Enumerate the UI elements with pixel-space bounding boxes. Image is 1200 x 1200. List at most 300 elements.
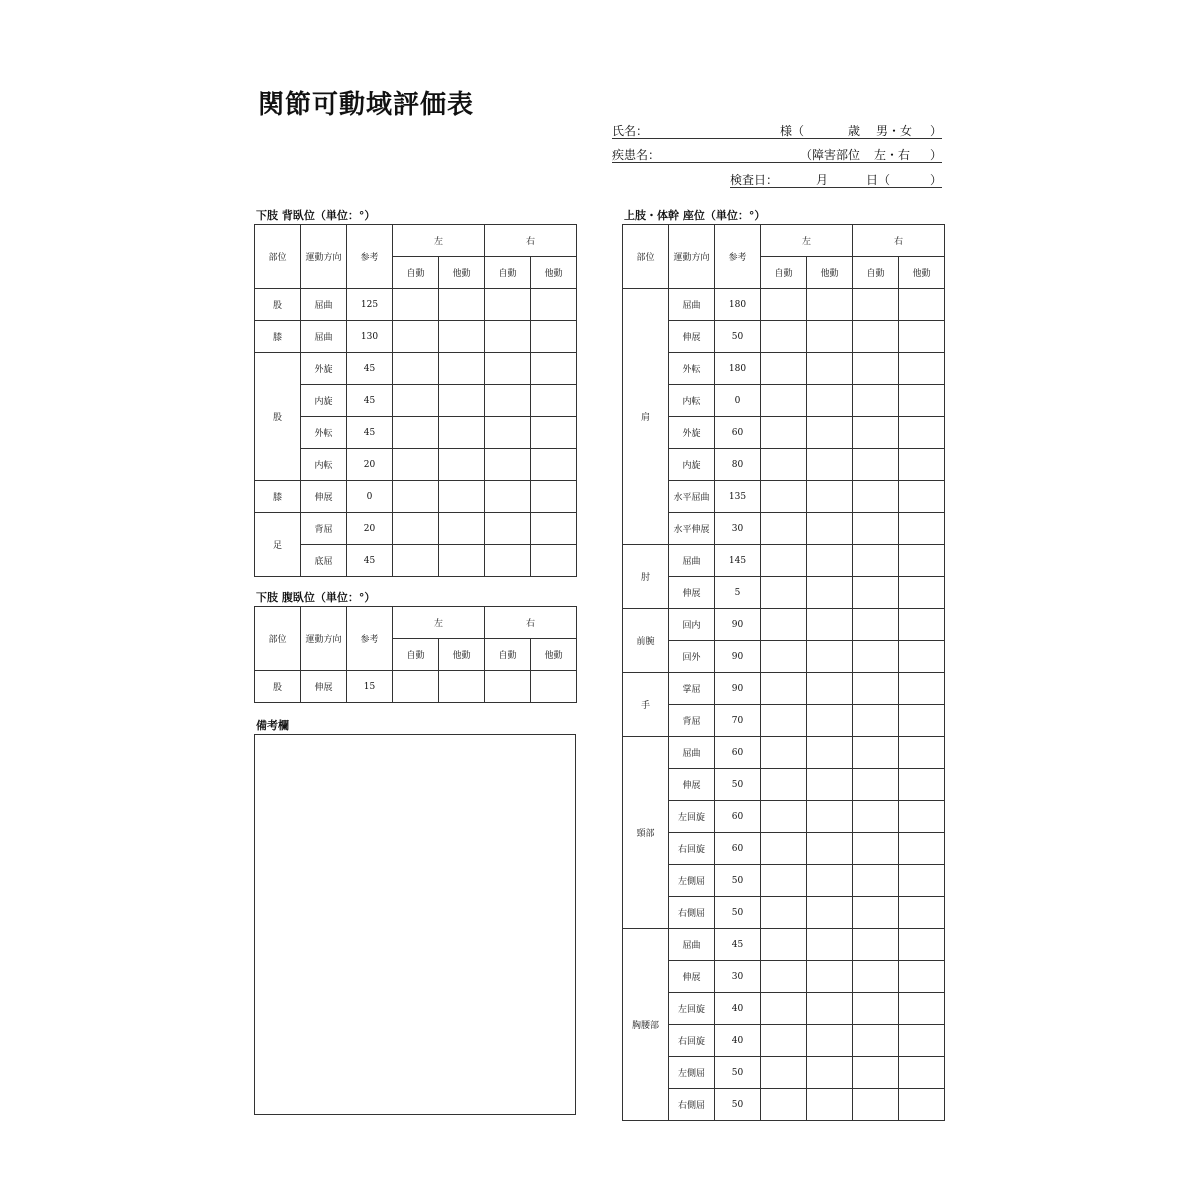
part-cell: 肩 bbox=[623, 289, 669, 545]
right-passive-input[interactable] bbox=[531, 513, 577, 545]
left-active-input[interactable] bbox=[393, 353, 439, 385]
left-passive-input[interactable] bbox=[807, 385, 853, 417]
reference-value: 45 bbox=[347, 385, 393, 417]
table-row bbox=[255, 385, 577, 417]
left-active-input[interactable] bbox=[761, 897, 807, 929]
left-passive-input[interactable] bbox=[439, 353, 485, 385]
reference-value: 60 bbox=[715, 833, 761, 865]
right-passive-input[interactable] bbox=[531, 289, 577, 321]
motion-cell: 水平屈曲 bbox=[669, 481, 715, 513]
header-motion: 運動方向 bbox=[669, 225, 715, 289]
left-active-input[interactable] bbox=[393, 385, 439, 417]
table-row bbox=[623, 385, 945, 417]
left-active-input[interactable] bbox=[393, 449, 439, 481]
paren-close: ） bbox=[930, 148, 943, 162]
left-active-input[interactable] bbox=[761, 1025, 807, 1057]
right-active-input[interactable] bbox=[853, 1089, 899, 1121]
left-active-input[interactable] bbox=[761, 353, 807, 385]
table-row bbox=[623, 993, 945, 1025]
right-active-input[interactable] bbox=[853, 609, 899, 641]
right-passive-input[interactable] bbox=[899, 929, 945, 961]
header-right-active: 自動 bbox=[485, 257, 531, 289]
right-active-input[interactable] bbox=[853, 449, 899, 481]
reference-value: 0 bbox=[347, 481, 393, 513]
reference-value: 45 bbox=[715, 929, 761, 961]
disease-field[interactable] bbox=[612, 146, 942, 163]
left-passive-input[interactable] bbox=[807, 641, 853, 673]
reference-value: 90 bbox=[715, 641, 761, 673]
left-passive-input[interactable] bbox=[807, 737, 853, 769]
reference-value: 90 bbox=[715, 673, 761, 705]
left-passive-input[interactable] bbox=[807, 449, 853, 481]
header-left-passive: 他動 bbox=[439, 639, 485, 671]
table-row bbox=[255, 449, 577, 481]
right-passive-input[interactable] bbox=[899, 705, 945, 737]
left-passive-input[interactable] bbox=[439, 545, 485, 577]
part-cell: 頸部 bbox=[623, 737, 669, 929]
motion-cell: 右回旋 bbox=[669, 1025, 715, 1057]
motion-cell: 外旋 bbox=[301, 353, 347, 385]
motion-cell: 底屈 bbox=[301, 545, 347, 577]
right-passive-input[interactable] bbox=[899, 481, 945, 513]
left-active-input[interactable] bbox=[761, 833, 807, 865]
left-passive-input[interactable] bbox=[807, 833, 853, 865]
left-passive-input[interactable] bbox=[807, 1057, 853, 1089]
reference-value: 50 bbox=[715, 1089, 761, 1121]
table-row bbox=[623, 897, 945, 929]
header-motion: 運動方向 bbox=[301, 225, 347, 289]
left-active-input[interactable] bbox=[761, 289, 807, 321]
header-right: 右 bbox=[485, 225, 577, 257]
left-passive-input[interactable] bbox=[439, 513, 485, 545]
header-ref: 参考 bbox=[347, 607, 393, 671]
right-passive-input[interactable] bbox=[899, 833, 945, 865]
name-field[interactable] bbox=[612, 122, 942, 139]
left-active-input[interactable] bbox=[761, 737, 807, 769]
reference-value: 50 bbox=[715, 1057, 761, 1089]
header-left: 左 bbox=[761, 225, 853, 257]
table-row bbox=[623, 417, 945, 449]
left-active-input[interactable] bbox=[761, 545, 807, 577]
table-row bbox=[623, 1025, 945, 1057]
left-passive-input[interactable] bbox=[439, 417, 485, 449]
left-active-input[interactable] bbox=[761, 481, 807, 513]
reference-value: 20 bbox=[347, 513, 393, 545]
left-passive-input[interactable] bbox=[807, 961, 853, 993]
left-active-input[interactable] bbox=[761, 673, 807, 705]
right-passive-input[interactable] bbox=[899, 1025, 945, 1057]
right-active-input[interactable] bbox=[853, 737, 899, 769]
header-left-active: 自動 bbox=[393, 639, 439, 671]
sitting-section-title: 上肢・体幹 座位（単位：°） bbox=[624, 209, 766, 222]
reference-value: 50 bbox=[715, 321, 761, 353]
right-active-input[interactable] bbox=[853, 865, 899, 897]
right-passive-input[interactable] bbox=[899, 321, 945, 353]
left-passive-input[interactable] bbox=[807, 321, 853, 353]
motion-cell: 回内 bbox=[669, 609, 715, 641]
part-cell: 足 bbox=[255, 513, 301, 577]
sama-label: 様（ bbox=[780, 124, 805, 138]
left-active-input[interactable] bbox=[761, 929, 807, 961]
left-active-input[interactable] bbox=[393, 289, 439, 321]
left-active-input[interactable] bbox=[393, 417, 439, 449]
table-row bbox=[255, 513, 577, 545]
left-passive-input[interactable] bbox=[807, 1025, 853, 1057]
right-passive-input[interactable] bbox=[899, 641, 945, 673]
left-passive-input[interactable] bbox=[807, 673, 853, 705]
reference-value: 145 bbox=[715, 545, 761, 577]
right-active-input[interactable] bbox=[853, 929, 899, 961]
right-passive-input[interactable] bbox=[899, 737, 945, 769]
left-active-input[interactable] bbox=[393, 513, 439, 545]
right-active-input[interactable] bbox=[853, 1057, 899, 1089]
right-active-input[interactable] bbox=[853, 481, 899, 513]
table-row bbox=[623, 737, 945, 769]
header-right-passive: 他動 bbox=[531, 257, 577, 289]
left-passive-input[interactable] bbox=[807, 417, 853, 449]
table-row bbox=[623, 769, 945, 801]
supine-table bbox=[254, 224, 577, 577]
left-passive-input[interactable] bbox=[807, 609, 853, 641]
table-row bbox=[255, 321, 577, 353]
table-row bbox=[623, 801, 945, 833]
left-active-input[interactable] bbox=[761, 993, 807, 1025]
motion-cell: 屈曲 bbox=[301, 289, 347, 321]
reference-value: 45 bbox=[347, 353, 393, 385]
motion-cell: 屈曲 bbox=[301, 321, 347, 353]
right-active-input[interactable] bbox=[853, 1025, 899, 1057]
left-active-input[interactable] bbox=[393, 545, 439, 577]
table-row bbox=[255, 353, 577, 385]
right-active-input[interactable] bbox=[853, 513, 899, 545]
left-active-input[interactable] bbox=[761, 801, 807, 833]
left-active-input[interactable] bbox=[761, 385, 807, 417]
reference-value: 70 bbox=[715, 705, 761, 737]
header-right-active: 自動 bbox=[485, 639, 531, 671]
reference-value: 125 bbox=[347, 289, 393, 321]
reference-value: 30 bbox=[715, 513, 761, 545]
table-row bbox=[623, 929, 945, 961]
right-passive-input[interactable] bbox=[899, 1089, 945, 1121]
motion-cell: 伸展 bbox=[669, 769, 715, 801]
left-passive-input[interactable] bbox=[807, 993, 853, 1025]
reference-value: 60 bbox=[715, 801, 761, 833]
right-passive-input[interactable] bbox=[531, 385, 577, 417]
motion-cell: 内転 bbox=[301, 449, 347, 481]
right-passive-input[interactable] bbox=[899, 353, 945, 385]
right-passive-input[interactable] bbox=[899, 993, 945, 1025]
left-passive-input[interactable] bbox=[807, 289, 853, 321]
right-active-input[interactable] bbox=[485, 545, 531, 577]
left-active-input[interactable] bbox=[761, 513, 807, 545]
table-row bbox=[623, 481, 945, 513]
reference-value: 60 bbox=[715, 737, 761, 769]
left-passive-input[interactable] bbox=[807, 1089, 853, 1121]
right-active-input[interactable] bbox=[853, 897, 899, 929]
left-passive-input[interactable] bbox=[807, 769, 853, 801]
part-cell: 股 bbox=[255, 289, 301, 321]
right-passive-input[interactable] bbox=[899, 289, 945, 321]
right-passive-input[interactable] bbox=[531, 353, 577, 385]
right-active-input[interactable] bbox=[853, 545, 899, 577]
header-left: 左 bbox=[393, 225, 485, 257]
reference-value: 135 bbox=[715, 481, 761, 513]
left-active-input[interactable] bbox=[761, 961, 807, 993]
right-passive-input[interactable] bbox=[531, 481, 577, 513]
age-label: 歳 bbox=[848, 124, 861, 138]
supine-section-title: 下肢 背臥位（単位：°） bbox=[256, 209, 376, 222]
sex-options: 男・女 bbox=[876, 124, 913, 138]
reference-value: 80 bbox=[715, 449, 761, 481]
left-passive-input[interactable] bbox=[439, 481, 485, 513]
reference-value: 50 bbox=[715, 865, 761, 897]
right-passive-input[interactable] bbox=[531, 449, 577, 481]
right-active-input[interactable] bbox=[485, 481, 531, 513]
left-passive-input[interactable] bbox=[807, 705, 853, 737]
right-active-input[interactable] bbox=[853, 385, 899, 417]
left-passive-input[interactable] bbox=[439, 321, 485, 353]
left-passive-input[interactable] bbox=[439, 385, 485, 417]
right-passive-input[interactable] bbox=[899, 961, 945, 993]
side-options: 左・右 bbox=[874, 148, 911, 162]
right-active-input[interactable] bbox=[853, 641, 899, 673]
table-row bbox=[623, 673, 945, 705]
left-passive-input[interactable] bbox=[807, 513, 853, 545]
part-cell: 股 bbox=[255, 353, 301, 481]
motion-cell: 右側屈 bbox=[669, 1089, 715, 1121]
table-row bbox=[623, 321, 945, 353]
left-passive-input[interactable] bbox=[807, 865, 853, 897]
left-active-input[interactable] bbox=[393, 321, 439, 353]
left-active-input[interactable] bbox=[761, 609, 807, 641]
left-active-input[interactable] bbox=[761, 1089, 807, 1121]
reference-value: 60 bbox=[715, 417, 761, 449]
left-passive-input[interactable] bbox=[807, 545, 853, 577]
disease-label: 疾患名： bbox=[612, 148, 661, 162]
motion-cell: 屈曲 bbox=[669, 545, 715, 577]
reference-value: 50 bbox=[715, 769, 761, 801]
right-active-input[interactable] bbox=[485, 449, 531, 481]
table-row bbox=[623, 545, 945, 577]
table-row bbox=[623, 641, 945, 673]
motion-cell: 掌屈 bbox=[669, 673, 715, 705]
reference-value: 180 bbox=[715, 289, 761, 321]
table-row bbox=[623, 961, 945, 993]
right-active-input[interactable] bbox=[485, 353, 531, 385]
left-passive-input[interactable] bbox=[807, 897, 853, 929]
motion-cell: 右側屈 bbox=[669, 897, 715, 929]
left-active-input[interactable] bbox=[761, 321, 807, 353]
right-passive-input[interactable] bbox=[899, 545, 945, 577]
motion-cell: 左側屈 bbox=[669, 1057, 715, 1089]
header-right: 右 bbox=[853, 225, 945, 257]
left-active-input[interactable] bbox=[761, 417, 807, 449]
table-row bbox=[623, 449, 945, 481]
site-label: （障害部位 bbox=[800, 148, 861, 162]
table-row bbox=[623, 577, 945, 609]
right-passive-input[interactable] bbox=[899, 1057, 945, 1089]
motion-cell: 伸展 bbox=[669, 961, 715, 993]
right-active-input[interactable] bbox=[485, 417, 531, 449]
motion-cell: 内転 bbox=[669, 385, 715, 417]
header-ref: 参考 bbox=[715, 225, 761, 289]
right-active-input[interactable] bbox=[853, 705, 899, 737]
left-passive-input[interactable] bbox=[439, 449, 485, 481]
right-active-input[interactable] bbox=[485, 289, 531, 321]
header-right-active: 自動 bbox=[853, 257, 899, 289]
right-active-input[interactable] bbox=[853, 961, 899, 993]
right-passive-input[interactable] bbox=[531, 545, 577, 577]
table-row bbox=[255, 545, 577, 577]
table-row bbox=[255, 289, 577, 321]
right-active-input[interactable] bbox=[853, 289, 899, 321]
motion-cell: 外旋 bbox=[669, 417, 715, 449]
table-row bbox=[623, 513, 945, 545]
motion-cell: 左回旋 bbox=[669, 993, 715, 1025]
left-passive-input[interactable] bbox=[807, 577, 853, 609]
right-passive-input[interactable] bbox=[899, 449, 945, 481]
right-active-input[interactable] bbox=[853, 673, 899, 705]
reference-value: 45 bbox=[347, 545, 393, 577]
right-active-input[interactable] bbox=[485, 385, 531, 417]
paren-close: ） bbox=[930, 124, 943, 138]
motion-cell: 伸展 bbox=[669, 321, 715, 353]
motion-cell: 左回旋 bbox=[669, 801, 715, 833]
page-title: 関節可動域評価表 bbox=[258, 90, 475, 120]
left-passive-input[interactable] bbox=[807, 481, 853, 513]
reference-value: 130 bbox=[347, 321, 393, 353]
reference-value: 0 bbox=[715, 385, 761, 417]
right-active-input[interactable] bbox=[853, 833, 899, 865]
right-passive-input[interactable] bbox=[899, 673, 945, 705]
right-passive-input[interactable] bbox=[899, 577, 945, 609]
left-active-input[interactable] bbox=[761, 1057, 807, 1089]
right-active-input[interactable] bbox=[853, 993, 899, 1025]
left-active-input[interactable] bbox=[761, 769, 807, 801]
motion-cell: 外転 bbox=[669, 353, 715, 385]
right-passive-input[interactable] bbox=[531, 417, 577, 449]
header-left: 左 bbox=[393, 607, 485, 639]
right-passive-input[interactable] bbox=[899, 801, 945, 833]
motion-cell: 屈曲 bbox=[669, 737, 715, 769]
motion-cell: 屈曲 bbox=[669, 289, 715, 321]
left-active-input[interactable] bbox=[393, 671, 439, 703]
left-passive-input[interactable] bbox=[807, 353, 853, 385]
table-row bbox=[623, 1089, 945, 1121]
day-label: 日（ bbox=[866, 173, 891, 187]
right-passive-input[interactable] bbox=[531, 671, 577, 703]
reference-value: 40 bbox=[715, 993, 761, 1025]
header-right-passive: 他動 bbox=[531, 639, 577, 671]
month-label: 月 bbox=[816, 173, 829, 187]
table-row bbox=[623, 289, 945, 321]
motion-cell: 伸展 bbox=[669, 577, 715, 609]
table-row bbox=[623, 353, 945, 385]
exam-date-label: 検査日： bbox=[730, 173, 779, 187]
header-ref: 参考 bbox=[347, 225, 393, 289]
left-active-input[interactable] bbox=[761, 865, 807, 897]
table-row bbox=[623, 865, 945, 897]
left-passive-input[interactable] bbox=[807, 801, 853, 833]
motion-cell: 右回旋 bbox=[669, 833, 715, 865]
right-passive-input[interactable] bbox=[899, 385, 945, 417]
motion-cell: 内旋 bbox=[669, 449, 715, 481]
motion-cell: 屈曲 bbox=[669, 929, 715, 961]
part-cell: 膝 bbox=[255, 321, 301, 353]
right-passive-input[interactable] bbox=[899, 609, 945, 641]
sitting-table bbox=[622, 224, 945, 1121]
part-cell: 股 bbox=[255, 671, 301, 703]
right-active-input[interactable] bbox=[853, 417, 899, 449]
part-cell: 胸腰部 bbox=[623, 929, 669, 1121]
reference-value: 30 bbox=[715, 961, 761, 993]
header-row bbox=[255, 225, 577, 257]
right-active-input[interactable] bbox=[853, 577, 899, 609]
right-active-input[interactable] bbox=[485, 671, 531, 703]
motion-cell: 背屈 bbox=[669, 705, 715, 737]
right-active-input[interactable] bbox=[853, 321, 899, 353]
header-row bbox=[623, 225, 945, 257]
reference-value: 5 bbox=[715, 577, 761, 609]
reference-value: 20 bbox=[347, 449, 393, 481]
table-row bbox=[255, 417, 577, 449]
table-row bbox=[623, 1057, 945, 1089]
part-cell: 前腕 bbox=[623, 609, 669, 673]
header-row bbox=[255, 607, 577, 639]
right-passive-input[interactable] bbox=[899, 897, 945, 929]
header-right-passive: 他動 bbox=[899, 257, 945, 289]
header-part: 部位 bbox=[623, 225, 669, 289]
notes-box[interactable] bbox=[254, 734, 576, 1115]
right-active-input[interactable] bbox=[485, 513, 531, 545]
left-active-input[interactable] bbox=[761, 705, 807, 737]
right-active-input[interactable] bbox=[853, 801, 899, 833]
right-passive-input[interactable] bbox=[899, 513, 945, 545]
header-part: 部位 bbox=[255, 225, 301, 289]
part-cell: 肘 bbox=[623, 545, 669, 609]
left-active-input[interactable] bbox=[761, 449, 807, 481]
right-active-input[interactable] bbox=[853, 769, 899, 801]
motion-cell: 外転 bbox=[301, 417, 347, 449]
left-active-input[interactable] bbox=[393, 481, 439, 513]
left-active-input[interactable] bbox=[761, 641, 807, 673]
right-active-input[interactable] bbox=[853, 353, 899, 385]
table-row bbox=[623, 833, 945, 865]
left-passive-input[interactable] bbox=[439, 671, 485, 703]
part-cell: 膝 bbox=[255, 481, 301, 513]
reference-value: 50 bbox=[715, 897, 761, 929]
left-passive-input[interactable] bbox=[807, 929, 853, 961]
table-row bbox=[255, 671, 577, 703]
paren-close: ） bbox=[930, 173, 943, 187]
header-motion: 運動方向 bbox=[301, 607, 347, 671]
header-right: 右 bbox=[485, 607, 577, 639]
right-passive-input[interactable] bbox=[899, 769, 945, 801]
right-passive-input[interactable] bbox=[899, 417, 945, 449]
table-row bbox=[255, 481, 577, 513]
header-left-passive: 他動 bbox=[807, 257, 853, 289]
right-active-input[interactable] bbox=[485, 321, 531, 353]
header-part: 部位 bbox=[255, 607, 301, 671]
left-active-input[interactable] bbox=[761, 577, 807, 609]
right-passive-input[interactable] bbox=[531, 321, 577, 353]
left-passive-input[interactable] bbox=[439, 289, 485, 321]
exam-date-field[interactable] bbox=[730, 171, 942, 188]
motion-cell: 伸展 bbox=[301, 481, 347, 513]
right-passive-input[interactable] bbox=[899, 865, 945, 897]
motion-cell: 水平伸展 bbox=[669, 513, 715, 545]
motion-cell: 内旋 bbox=[301, 385, 347, 417]
